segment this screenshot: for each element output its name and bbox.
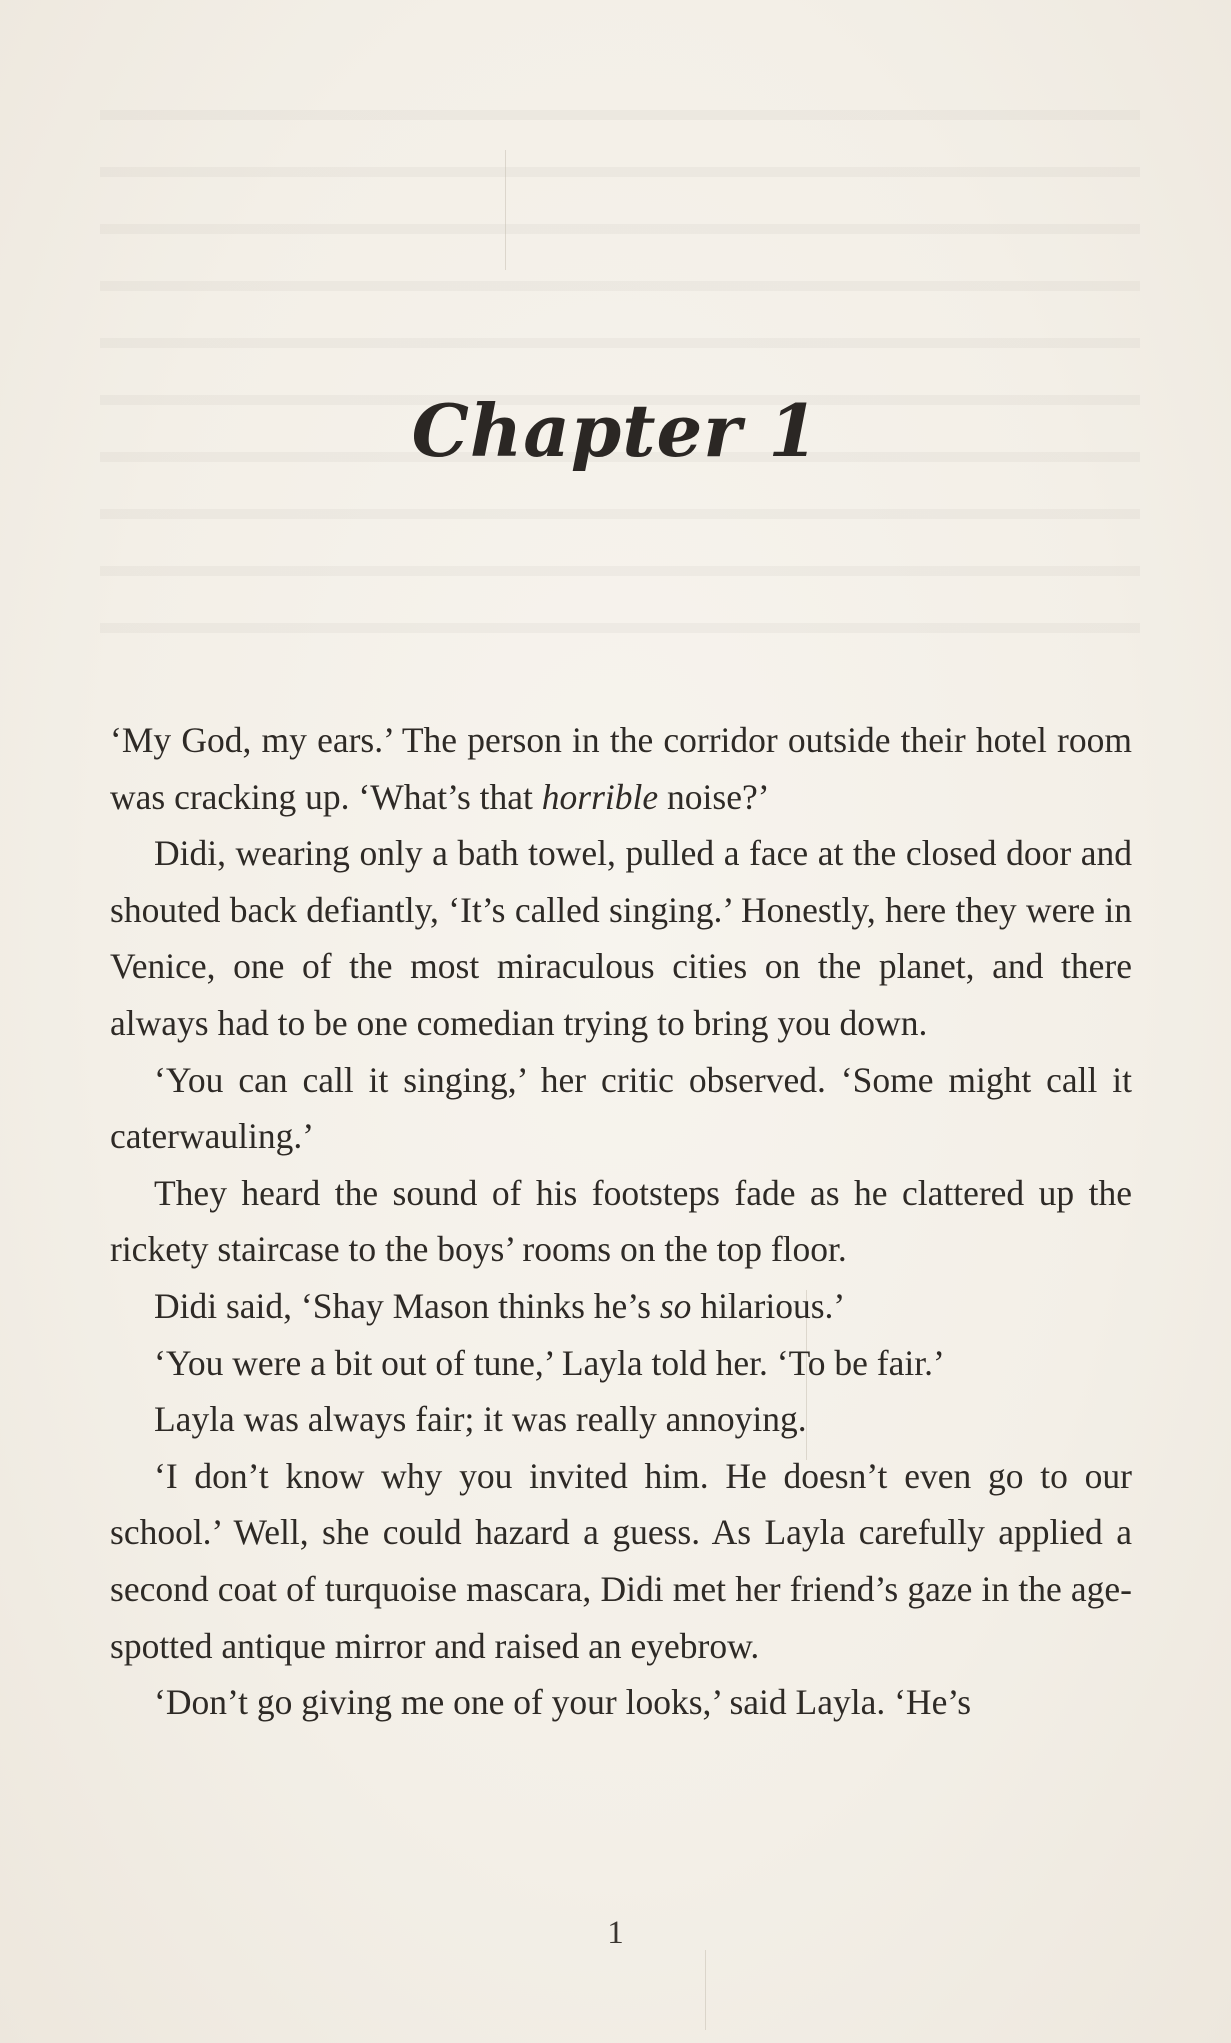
paragraph: [110, 1674, 1132, 1731]
text-run: ‘My God, my ears.’ The person in the corridor outside their hotel room was cracking up. ‘What’s that: [110, 720, 1132, 817]
page-number: 1: [607, 1915, 624, 1951]
text-run: noise?’: [658, 776, 770, 817]
show-through-text: [100, 80, 1140, 680]
chapter-body: [110, 712, 1132, 1731]
paragraph: [110, 1335, 1132, 1392]
emphasis-text: horrible: [541, 776, 659, 817]
paper-crease: [705, 1950, 706, 2030]
text-run: They heard the sound of his footsteps fade as he clattered up the rickety staircase to the boys’ rooms on the top floor.: [110, 1172, 1132, 1270]
paragraph: [110, 712, 1132, 825]
paragraph: [110, 1052, 1132, 1165]
paragraph: [110, 1278, 1132, 1335]
text-run: Didi, wearing only a bath towel, pulled a face at the closed door and shouted back defiantly, ‘It’s called singing.’ Honestly, here they were in Venice, one of the most miraculous cities on the planet, and there always had to be one comedian trying to bring you down.: [110, 833, 1132, 1043]
text-run: Didi said, ‘Shay Mason thinks he’s: [154, 1285, 660, 1326]
text-run: ‘I don’t know why you invited him. He doesn’t even go to our school.’ Well, she could hazard a guess. As Layla carefully applied a second coat of turquoise mascara, Didi met her friend’s gaze in the age-spotted antique mirror and raised an eyebrow.: [110, 1455, 1132, 1666]
text-run: Layla was always fair; it was really annoying.: [154, 1399, 807, 1440]
text-run: ‘Don’t go giving me one of your looks,’ said Layla. ‘He’s: [154, 1682, 972, 1723]
paragraph: [110, 1165, 1132, 1278]
paragraph: [110, 1448, 1132, 1674]
text-run: ‘You can call it singing,’ her critic observed. ‘Some might call it caterwauling.’: [110, 1059, 1132, 1157]
text-run: ‘You were a bit out of tune,’ Layla told her. ‘To be fair.’: [154, 1342, 945, 1383]
paragraph: [110, 825, 1132, 1051]
paper-crease: [505, 150, 506, 270]
chapter-title: Chapter 1: [411, 388, 820, 473]
paragraph: [110, 1391, 1132, 1448]
text-run: hilarious.’: [691, 1285, 846, 1326]
emphasis-text: so: [659, 1285, 692, 1326]
